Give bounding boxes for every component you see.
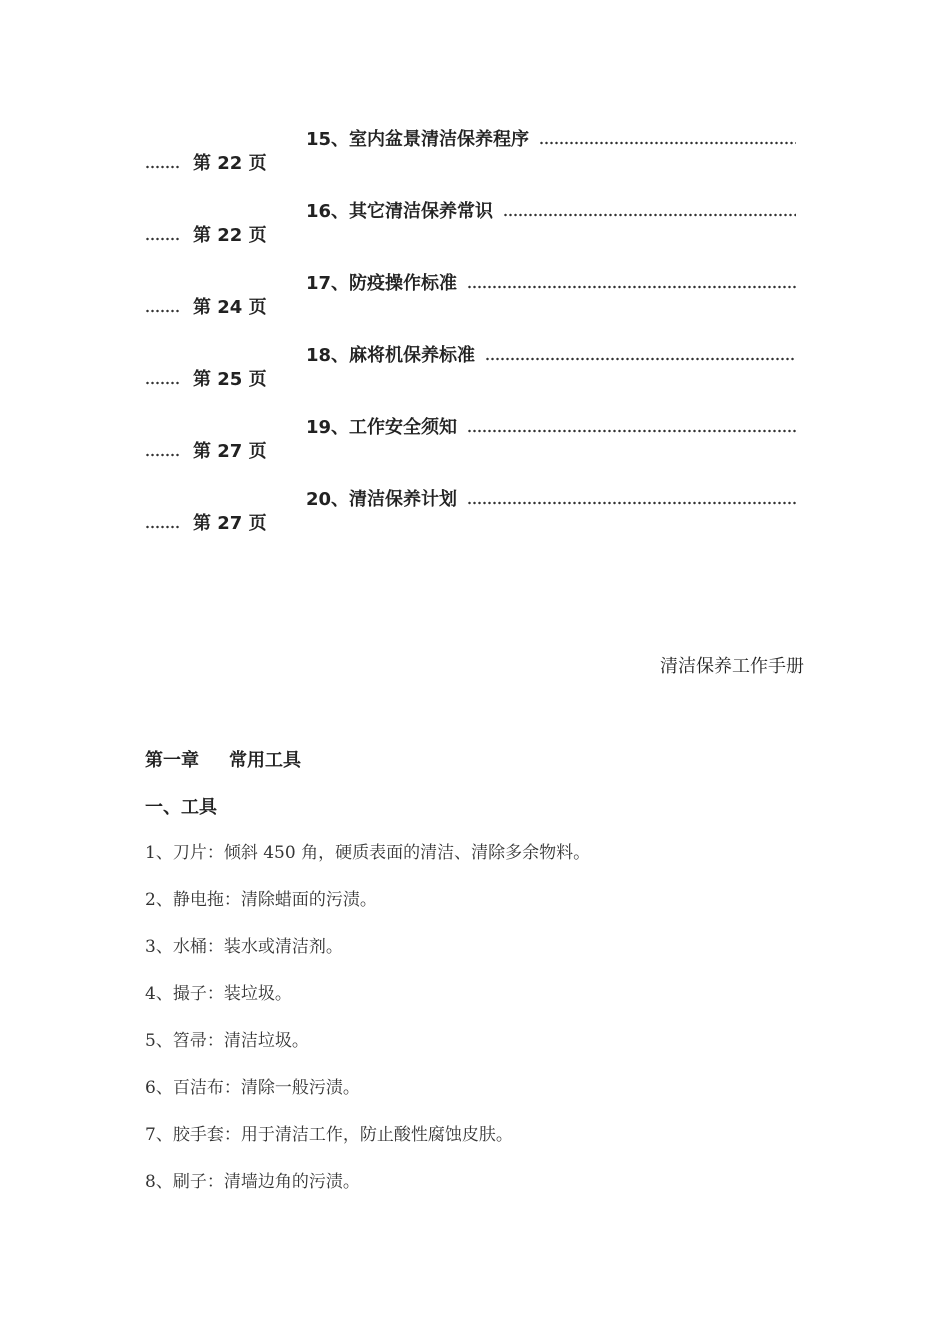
toc-entry[interactable]	[0, 125, 950, 197]
toc-dot-leader	[539, 141, 796, 145]
toc-dot-leader	[503, 213, 796, 217]
list-item: 2、静电拖：清除蜡面的污渍。	[145, 890, 377, 910]
toc-dot-leader	[145, 525, 179, 529]
toc-entry-page: 第 24 页	[193, 297, 267, 318]
toc-entry[interactable]	[0, 197, 950, 269]
toc-entry-line	[306, 341, 796, 367]
running-header: 清洁保养工作手册	[660, 656, 804, 677]
toc-entry-page-line	[145, 509, 267, 535]
toc-entry[interactable]	[0, 269, 950, 341]
list-item: 3、水桶：装水或清洁剂。	[145, 937, 343, 957]
toc-entry-line	[306, 269, 796, 295]
toc-entry-title: 16、其它清洁保养常识	[306, 201, 494, 222]
toc-entry-page-line	[145, 293, 267, 319]
toc-entry-page-line	[145, 149, 267, 175]
toc-entry-page-line	[145, 437, 267, 463]
toc-entry-page: 第 22 页	[193, 153, 267, 174]
toc-entry-title: 20、清洁保养计划	[306, 489, 458, 510]
toc-entry-page-line	[145, 365, 267, 391]
list-item: 1、刀片：倾斜 450 角，硬质表面的清洁、清除多余物料。	[145, 843, 591, 863]
toc-dot-leader	[145, 165, 179, 169]
chapter-heading	[145, 746, 301, 772]
toc-entry[interactable]	[0, 341, 950, 413]
toc-dot-leader	[145, 381, 179, 385]
toc-dot-leader	[145, 309, 179, 313]
toc-entry-title: 15、室内盆景清洁保养程序	[306, 129, 530, 150]
toc-dot-leader	[145, 237, 179, 241]
toc-entry-page-line	[145, 221, 267, 247]
list-item: 8、刷子：清墙边角的污渍。	[145, 1172, 360, 1192]
toc-entry-line	[306, 413, 796, 439]
toc-entry-title: 19、工作安全须知	[306, 417, 458, 438]
toc-dot-leader	[467, 285, 796, 289]
toc-entry[interactable]	[0, 413, 950, 485]
toc-entry-title: 18、麻将机保养标准	[306, 345, 476, 366]
chapter-title: 常用工具	[229, 750, 301, 771]
toc-entry[interactable]	[0, 485, 950, 557]
toc-entry-line	[306, 125, 796, 151]
tool-list	[145, 842, 845, 1218]
toc-entry-page: 第 22 页	[193, 225, 267, 246]
chapter-number: 第一章	[145, 750, 199, 771]
list-item: 6、百洁布：清除一般污渍。	[145, 1078, 360, 1098]
toc-entry-line	[306, 197, 796, 223]
list-item: 4、撮子：装垃圾。	[145, 984, 292, 1004]
toc-entry-page: 第 27 页	[193, 513, 267, 534]
list-item: 7、胶手套：用于清洁工作，防止酸性腐蚀皮肤。	[145, 1125, 513, 1145]
toc-entry-title: 17、防疫操作标准	[306, 273, 458, 294]
toc-dot-leader	[145, 453, 179, 457]
toc-dot-leader	[467, 429, 796, 433]
toc-dot-leader	[485, 357, 796, 361]
toc-entry-page: 第 27 页	[193, 441, 267, 462]
toc-entry-line	[306, 485, 796, 511]
toc-dot-leader	[467, 501, 796, 505]
list-item: 5、笤帚：清洁垃圾。	[145, 1031, 309, 1051]
toc-entry-page: 第 25 页	[193, 369, 267, 390]
section-heading: 一、工具	[145, 797, 217, 818]
